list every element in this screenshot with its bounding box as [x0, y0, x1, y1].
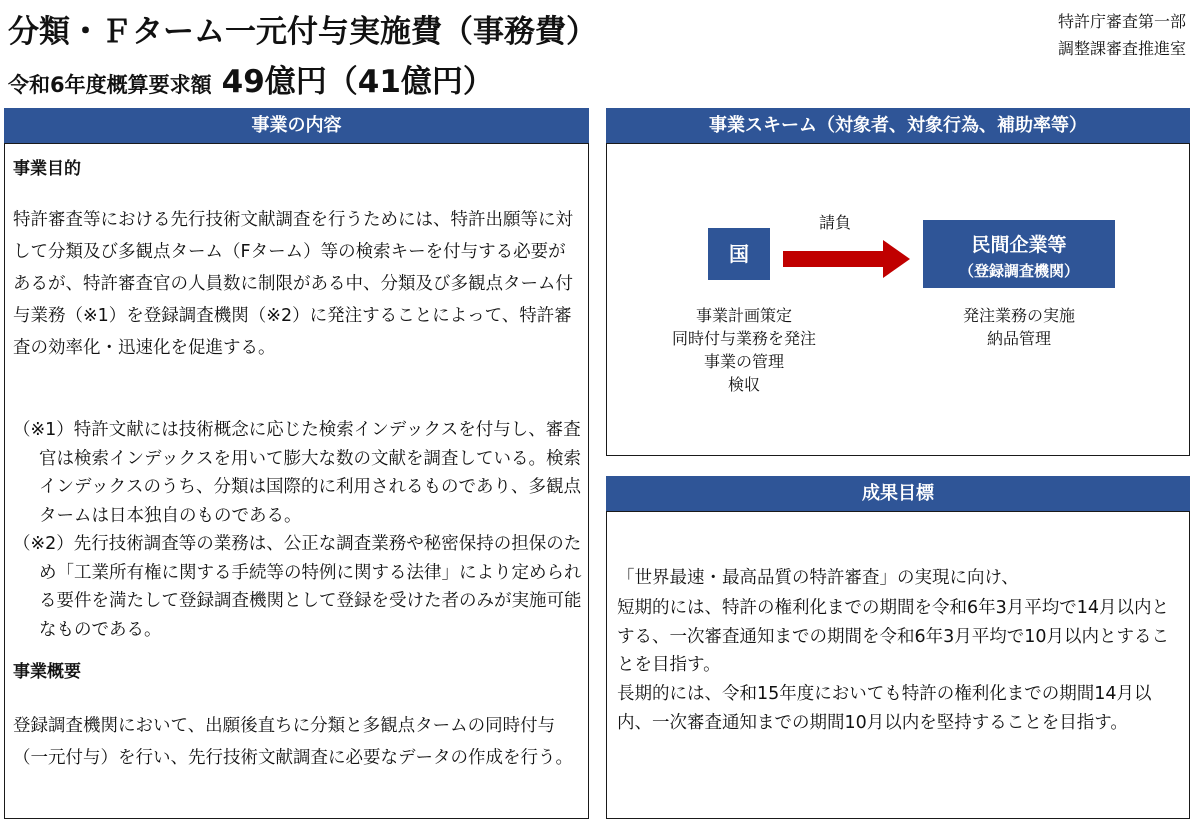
arrow-right-icon	[783, 240, 911, 278]
budget-value: 49億円（41億円）	[221, 64, 494, 100]
notes-list	[13, 416, 583, 644]
country-task: 事業の管理	[703, 352, 784, 371]
goal-panel	[606, 511, 1190, 819]
company-task-list	[923, 304, 1115, 350]
overview-text: 登録調査機関において、出願後直ちに分類と多観点タームの同時付与（一元付与）を行い、先行技術文献調査に必要なデータの作成を行う。	[13, 716, 573, 768]
country-task: 検収	[727, 375, 760, 394]
private-company-box	[923, 220, 1115, 288]
country-task: 同時付与業務を発注	[671, 329, 816, 348]
purpose-text: 特許審査等における先行技術文献調査を行うためには、特許出願等に対して分類及び多観点ターム（Fターム）等の検索キーを付与する必要があるが、特許審査官の人員数に制限がある中、分類及び多観点ターム付与業務（※1）を登録調査機関（※2）に発注することによって、特許審査の効率化・迅速化を促進する。	[13, 210, 573, 358]
goal-paragraph: 長期的には、令和15年度においても特許の権利化までの期間14月以内、一次審査通知までの期間10月以内を堅持することを目指す。	[617, 684, 1152, 733]
scheme-panel	[606, 143, 1190, 456]
country-task-list	[649, 304, 839, 396]
country-box: 国	[708, 228, 770, 280]
scheme-header: 事業スキーム（対象者、対象行為、補助率等）	[606, 108, 1190, 143]
page-title: 分類・Ｆターム一元付与実施費（事務費）	[8, 14, 597, 50]
goal-paragraph: 短期的には、特許の権利化までの期間を令和6年3月平均で14月以内とする、一次審査通知までの期間を令和6年3月平均で10月以内とすることを目指す。	[617, 598, 1170, 675]
department-line-1: 特許庁審査第一部	[1057, 12, 1186, 31]
business-content-panel	[4, 143, 589, 819]
department-info	[1058, 8, 1186, 62]
goal-header: 成果目標	[606, 476, 1190, 511]
goal-paragraph: 「世界最速・最高品質の特許審査」の実現に向け、	[617, 568, 1019, 588]
overview-heading: 事業概要	[13, 662, 81, 682]
private-company-name: 民間企業等	[971, 234, 1067, 256]
business-content-header: 事業の内容	[4, 108, 589, 143]
contract-label: 請負	[819, 213, 852, 232]
purpose-heading: 事業目的	[13, 159, 81, 179]
note-item: （※2）先行技術調査等の業務は、公正な調査業務や秘密保持の担保のため「工業所有権に関する手続等の特例に関する法律」により定められる要件を満たして登録調査機関として登録を受けた者のみが実施可能なものである。	[13, 534, 582, 640]
department-line-2: 調整課審査推進室	[1057, 39, 1186, 58]
budget-line	[8, 56, 494, 101]
company-task: 納品管理	[986, 329, 1051, 348]
country-task: 事業計画策定	[695, 306, 792, 325]
note-item: （※1）特許文献には技術概念に応じた検索インデックスを付与し、審査官は検索インデックスを用いて膨大な数の文献を調査している。検索インデックスのうち、分類は国際的に利用されるものであり、多観点タームは日本独自のものである。	[13, 420, 581, 526]
budget-label: 令和6年度概算要求額	[8, 73, 212, 97]
private-company-sub: （登録調査機関）	[958, 262, 1079, 280]
company-task: 発注業務の実施	[962, 306, 1075, 325]
